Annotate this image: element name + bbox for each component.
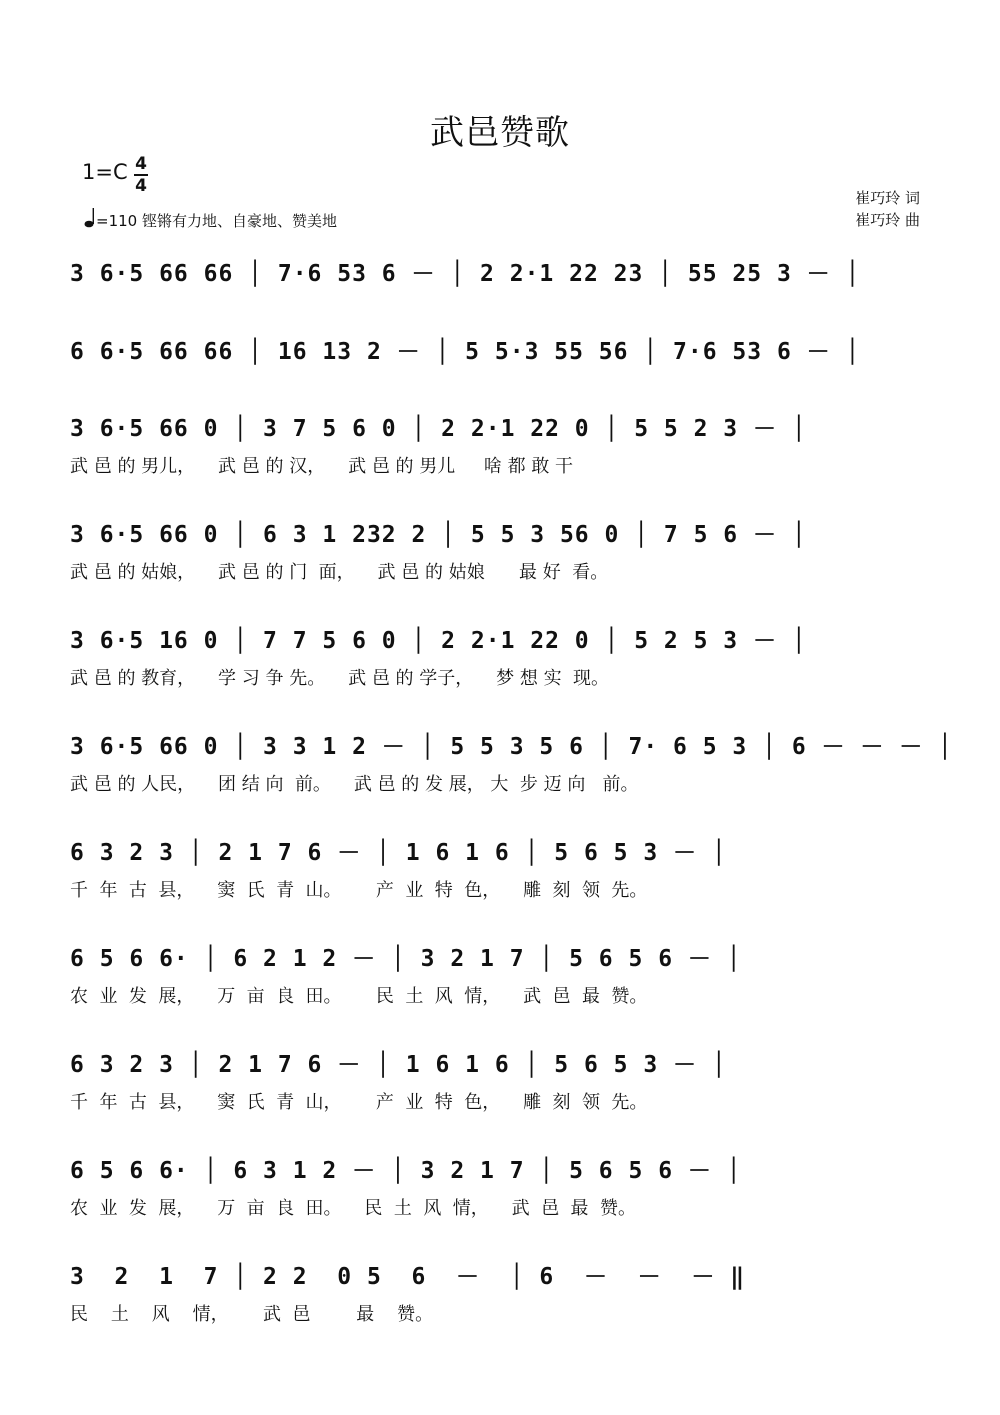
notation-line: 6 6·5 66 66 │ 16 13 2 － │ 5 5·3 55 56 │ 7·6 53 6 － │ [70,339,861,365]
score-row [70,834,930,904]
score-row [70,516,930,586]
notation-line: 3 6·5 66 0 │ 6 3 1 232 2 │ 5 5 3 56 0 │ 7 5 6 － │ [70,522,807,548]
notation-line: 3 2 1 7 │ 2 2 0 5 6 － │ 6 － － － ‖ [70,1264,746,1290]
quarter-note-icon [84,208,96,232]
notation-line: 6 5 6 6· │ 6 3 1 2 － │ 3 2 1 7 │ 5 6 5 6 － │ [70,1158,742,1184]
notation-line: 6 3 2 3 │ 2 1 7 6 － │ 1 6 1 6 │ 5 6 5 3 － │ [70,1052,727,1078]
composer: 崔巧玲 曲 [855,211,920,229]
score-row [70,333,930,403]
lyrics-line: 武 邑 的 男儿， 武 邑 的 汉， 武 邑 的 男儿 啥 都 敢 干 [70,456,574,477]
score-row [70,1152,930,1222]
lyrics-line: 农 业 发 展， 万 亩 良 田。 民 土 风 情， 武 邑 最 赞。 [70,1198,636,1219]
notation-line: 6 5 6 6· │ 6 2 1 2 － │ 3 2 1 7 │ 5 6 5 6 － │ [70,946,742,972]
score-row [70,255,930,325]
time-signature-top: 4 [135,154,147,174]
notation-line: 6 3 2 3 │ 2 1 7 6 － │ 1 6 1 6 │ 5 6 5 3 － │ [70,840,727,866]
key-signature: 1=C [82,160,128,184]
score-row [70,1046,930,1116]
lyrics-line: 千 年 古 县， 窦 氏 青 山， 产 业 特 色， 雕 刻 领 先。 [70,1092,648,1113]
notation-line: 3 6·5 66 0 │ 3 7 5 6 0 │ 2 2·1 22 0 │ 5 5 2 3 － │ [70,416,807,442]
score-row [70,728,953,798]
notation-line: 3 6·5 66 0 │ 3 3 1 2 － │ 5 5 3 5 6 │ 7· 6 5 3 │ 6 － － － │ [70,734,953,760]
lyricist: 崔巧玲 词 [855,189,920,207]
notation-line: 3 6·5 66 66 │ 7·6 53 6 － │ 2 2·1 22 23 │ 55 25 3 － │ [70,261,861,287]
lyrics-line: 武 邑 的 姑娘， 武 邑 的 门 面， 武 邑 的 姑娘 最 好 看。 [70,562,609,583]
lyrics-line: 千 年 古 县， 窦 氏 青 山。 产 业 特 色， 雕 刻 领 先。 [70,880,648,901]
lyrics-line: 武 邑 的 教育， 学 习 争 先。 武 邑 的 学子， 梦 想 实 现。 [70,668,610,689]
score-row [70,1258,930,1328]
score-row [70,622,930,692]
credits [855,187,920,231]
notation-line: 3 6·5 16 0 │ 7 7 5 6 0 │ 2 2·1 22 0 │ 5 2 5 3 － │ [70,628,807,654]
score-row [70,940,930,1010]
score-row [70,410,930,480]
song-title: 武邑赞歌 [430,113,570,153]
lyrics-line: 民 土 风 情， 武 邑 最 赞。 [70,1304,434,1325]
tempo-text: =110 铿锵有力地、自豪地、赞美地 [96,212,337,230]
time-signature-bottom: 4 [135,176,147,196]
lyrics-line: 农 业 发 展， 万 亩 良 田。 民 土 风 情， 武 邑 最 赞。 [70,986,648,1007]
lyrics-line: 武 邑 的 人民， 团 结 向 前。 武 邑 的 发 展， 大 步 迈 向 前。 [70,774,639,795]
tempo-marking [84,206,337,231]
time-signature [134,155,148,195]
